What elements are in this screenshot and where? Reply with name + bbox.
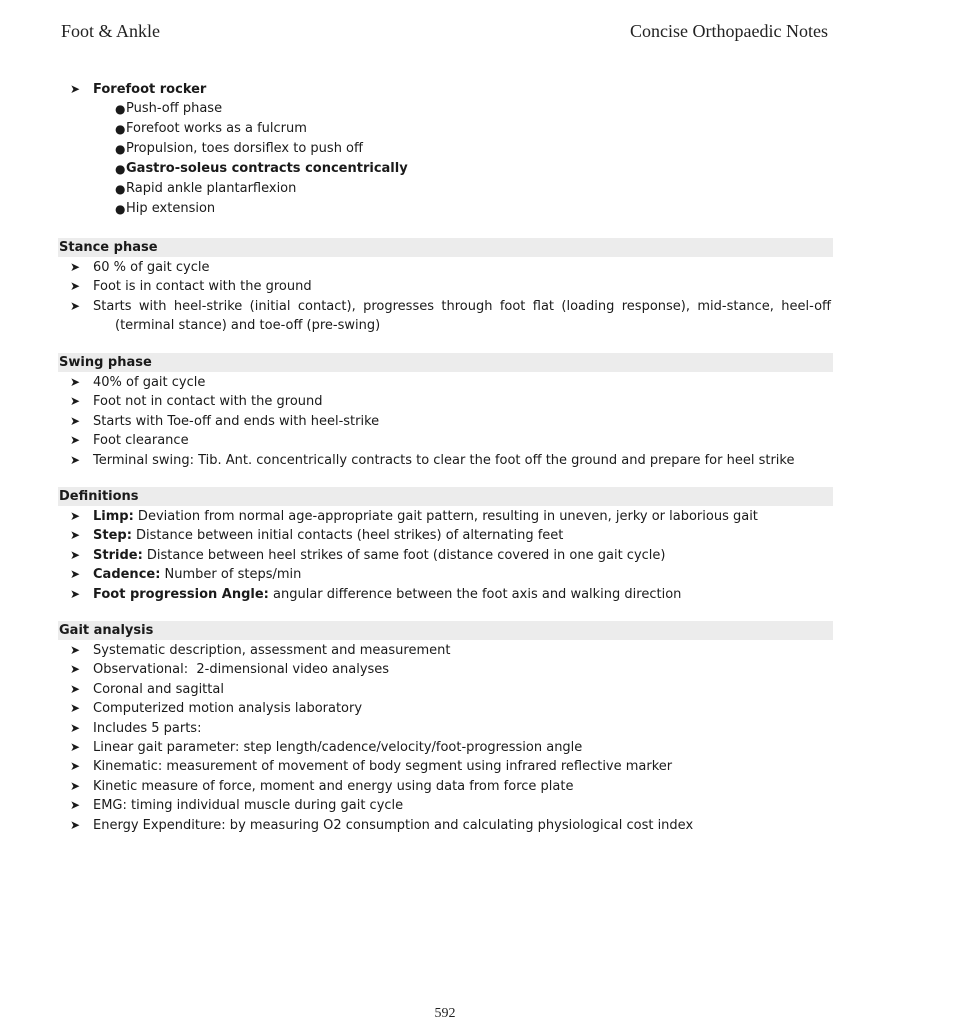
definition-item [58,507,833,526]
definition-text: Deviation from normal age-appropriate gait pattern, resulting in uneven, jerky or laborious gait [133,509,758,524]
bullet-dot-icon: ● [115,102,126,117]
list-item: ➤ Systematic description, assessment and measurement [58,641,833,660]
list-item: ➤ Linear gait parameter: step length/cadence/velocity/foot-progression angle [58,738,833,757]
definition-term: Limp: [93,509,134,524]
bullet-dot-icon: ● [115,182,126,197]
definition-term: Cadence: [93,567,161,583]
arrow-bullet-icon: ➤ [70,778,81,793]
page-number: 592 [434,1006,456,1021]
arrow-bullet-icon: ➤ [70,817,81,832]
arrow-bullet-icon: ➤ [70,759,81,774]
list-item: ➤ EMG: timing individual muscle during gait cycle [58,796,833,815]
list-item: ➤ Energy Expenditure: by measuring O2 consumption and calculating physiological cost index [58,816,833,835]
arrow-bullet-icon: ➤ [70,394,81,409]
list-item: ➤ Coronal and sagittal [58,680,833,699]
arrow-bullet-icon: ➤ [70,586,81,601]
arrow-bullet-icon: ➤ [70,567,81,582]
list-item: ➤ Foot not in contact with the ground [58,392,833,411]
definition-item [58,526,833,545]
definition-term: Step: [93,528,132,544]
definition-term: Stride: [93,547,143,563]
list-item: ➤ Foot is in contact with the ground [58,277,833,296]
header-book-title: Concise Orthopaedic Notes [630,21,828,41]
bullet-dot-icon: ● [115,202,126,217]
arrow-bullet-icon: ➤ [70,643,81,657]
list-item: ● Push-off phase [58,99,833,119]
arrow-bullet-icon: ➤ [70,720,81,735]
list-item: ➤ 40% of gait cycle [58,373,833,392]
list-item: ➤ Starts with heel-strike (initial contact), progresses through foot flat (loading response), mid-stance, heel-off [58,297,833,316]
definition-item [58,565,833,584]
definition-item [58,546,833,565]
definition-text: angular difference between the foot axis and walking direction [268,586,682,602]
list-item: ➤ 60 % of gait cycle [58,258,833,277]
swing-phase-section [58,353,833,470]
list-item: ● Rapid ankle plantarflexion [58,179,833,199]
definition-item [58,585,833,604]
list-item: ● Forefoot works as a fulcrum [58,119,833,139]
bullet-dot-icon: ● [115,162,126,177]
bullet-dot-icon: ● [115,142,126,157]
list-item: ● Propulsion, toes dorsiflex to push off [58,139,833,159]
arrow-bullet-icon: ➤ [70,375,81,389]
section-heading: Gait analysis [58,621,833,640]
section-heading: Swing phase [58,353,833,372]
list-item: ➤ Terminal swing: Tib. Ant. concentrically contracts to clear the foot off the ground and prepare for heel strike [58,451,833,470]
arrow-bullet-icon: ➤ [70,452,81,467]
forefoot-rocker-heading [58,80,833,99]
arrow-bullet-icon: ➤ [70,701,81,716]
list-item: ➤ Kinetic measure of force, moment and energy using data from force plate [58,777,833,796]
definition-term: Foot progression Angle: [93,586,269,602]
arrow-bullet-icon: ➤ [70,82,81,96]
list-item: ➤ Observational: 2-dimensional video analyses [58,660,833,679]
list-item: ➤ Computerized motion analysis laboratory [58,699,833,718]
bullet-dot-icon: ● [115,122,126,137]
heading-text: Forefoot rocker [93,82,207,97]
header-chapter-title: Foot & Ankle [61,21,161,41]
arrow-bullet-icon: ➤ [70,528,81,543]
arrow-bullet-icon: ➤ [70,413,81,428]
definition-text: Number of steps/min [160,567,302,583]
definition-text: Distance between initial contacts (heel strikes) of alternating feet [131,528,564,544]
arrow-bullet-icon: ➤ [70,433,81,448]
stance-phase-section [58,238,833,336]
list-item: ● Gastro-soleus contracts concentrically [58,159,833,179]
definition-text: Distance between heel strikes of same foot (distance covered in one gait cycle) [142,547,666,563]
gait-analysis-section [58,621,833,835]
arrow-bullet-icon: ➤ [70,298,81,313]
arrow-bullet-icon: ➤ [70,279,81,294]
section-heading: Definitions [58,487,833,506]
arrow-bullet-icon: ➤ [70,260,81,274]
list-item: ➤ Starts with Toe-off and ends with heel-strike [58,412,833,431]
section-heading: Stance phase [58,238,833,257]
list-item: ➤ Foot clearance [58,431,833,450]
arrow-bullet-icon: ➤ [70,547,81,562]
arrow-bullet-icon: ➤ [70,740,81,755]
arrow-bullet-icon: ➤ [70,509,81,523]
forefoot-rocker-section [58,80,833,219]
list-item-continuation: (terminal stance) and toe-off (pre-swing) [115,318,381,334]
list-item: ➤ Kinematic: measurement of movement of body segment using infrared reflective marker [58,757,833,776]
arrow-bullet-icon: ➤ [70,662,81,677]
arrow-bullet-icon: ➤ [70,681,81,696]
list-item: ● Hip extension [58,199,833,219]
definitions-section [58,487,833,604]
list-item: ➤ Includes 5 parts: [58,719,833,738]
arrow-bullet-icon: ➤ [70,798,81,813]
